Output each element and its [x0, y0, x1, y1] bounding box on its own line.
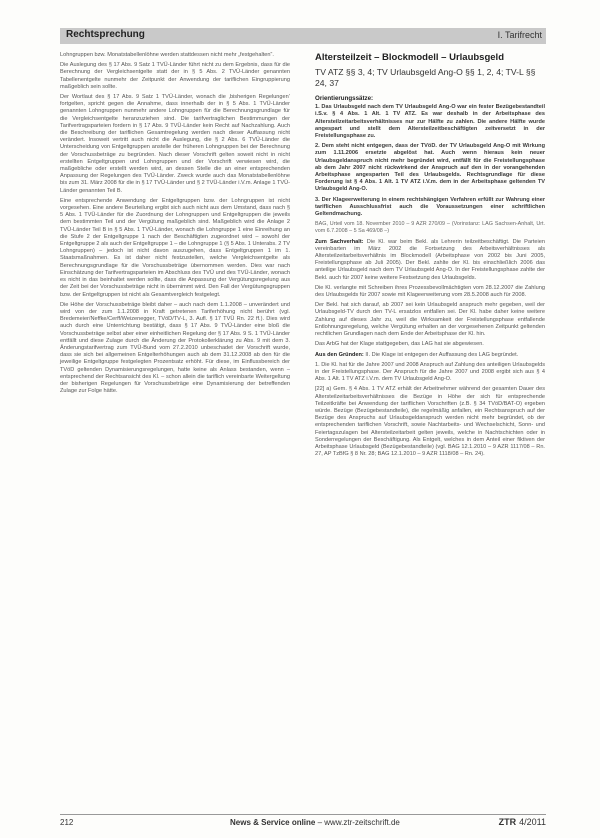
body-paragraph: Lohngruppen bzw. Monatstabellenlöhne werden stattdessen nicht mehr „festgehalten“. — [60, 52, 274, 58]
journal-issue: ZTR 4/2011 — [498, 817, 546, 827]
court-citation: BAG, Urteil vom 18. November 2010 – 9 AZR 270/09 – (Vorinstanz: LAG Sachsen-Anhalt, Urt. vom 6.7.2008 – 5 Sa 469/08 –) — [315, 221, 545, 235]
law-reference: TV ATZ §§ 3, 4; TV Urlaubsgeld Ang-O §§ 1, 2, 4; TV-L §§ 24, 37 — [315, 67, 536, 88]
guiding-principles-heading: Orientierungssätze: — [315, 95, 374, 102]
facts-paragraph: Der Bekl. hat sich darauf, ab 2007 sei kein Urlaubsgeld anspruch mehr gegeben, weil der Urlaubsgeld-TV durch den TV-L ersatzlos entfallen sei. Der Kl. habe daher keine weitere Zahlung auf dieses Jahr zu, weil die Wirksamkeit der Freistellungsphase entfallende Entlohnungsregelung, welche Vergütung erhalten an der vorgesehenen Zeitpunkt geltenden rechtlichen Grundlagen nach dem Ende der Arbeitsphase der Kl. hin. — [315, 302, 545, 338]
reasons-paragraph: [22] a) Gem. § 4 Abs. 1 TV ATZ erhält der Arbeitnehmer während der gesamten Dauer des Altersteilzeitarbeitsverhältnisses die Bezüge in Höhe der sich für entsprechende Teilzeitkräfte bei Anwendung der tariflichen Vorschriften (z.B. § 34 TVöD/BAT-O) ergeben würde. Bezüge (Bezügebestandteile), die regelmäßig anfallen, ein Rechtsanspruch auf der Bezüge des Anspruchs auf Urlaubsgeldanspruch werden nicht mehr begründet, ob der entsprechenden tariflichen Vorschrift, sowie Nachtarbeits- und Wechselschicht, Sonn- und Feiertagszulagen bei Altersteilzeitarbeit gelten jeweils, welche in Nachtschichten oder in Sonderregelungen der Beschäftigung. Als Entgelt, welches in dem Anteil einer fiktiven der Arbeitsphase Urlaubsgeld (Bezügebestandteile) (vgl. BAG 12.1.2010 – 9 AZR 1117/08 – Rn. 27, AP TzBfG § 8 Nr. 28; BAG 12.1.2010 – 9 AZR 1118/08 – Rn. 24). — [315, 386, 545, 458]
article-title: Altersteilzeit – Blockmodell – Urlaubsgeld — [315, 52, 504, 63]
guiding-principle: 2. Dem steht nicht entgegen, dass der TVöD. der TV Urlaubsgeld Ang-O mit Wirkung zum 1.11.2006 ersetzte abgelöst hat. Auch wenn hieraus kein neuer Urlaubsgeldanspruch nicht mehr begründet wird, entfällt für die Freistellungsphase ab dem Jahr 2007 nicht rückwirkend der Anspruch auf den in der vorangehenden Arbeitsphase angesparten Teil des Urlaubsgelds. Rechtsgrundlage für diese Forderung ist § 4 Abs. 1 Alt. 1 TV ATZ i.V.m. dem in der Arbeitsphase geltenden TV Urlaubsgeld Ang-O. — [315, 143, 545, 193]
running-header — [60, 28, 546, 44]
right-column — [315, 52, 545, 461]
reasons-paragraph: Aus den Gründen: II. Die Klage ist entgegen der Auffassung des LAG begründet. — [315, 351, 519, 358]
guiding-principle: 1. Das Urlaubsgeld nach dem TV Urlaubsgeld Ang-O war ein fester Bezügebestandteil i.S.v. § 4 Abs. 1 Alt. 1 TV ATZ. Es war deshalb in der Arbeitsphase des Altersteilzeitarbeitsverhältnisses nur zur Hälfte zu zahlen. Die andere Hälfte wurde angespart und stellt dem Altersteilzeitbeschäftigten zeitversetzt in der Freistellungsphase zu. — [315, 104, 545, 140]
left-column — [60, 52, 290, 398]
facts-paragraph: Die Kl. verlangte mit Schreiben ihres Prozessbevollmächtigten vom 28.12.2007 die Zahlung des Urlaubsgelds für 2007 sowie mit Klageerweiterung vom 28.5.2008 auch für 2008. — [315, 284, 545, 299]
section-part: I. Tarifrecht — [497, 30, 542, 40]
body-paragraph: Der Wortlaut des § 17 Abs. 9 Satz 1 TVÜ-Länder, wonach die ‚bisherigen Regelungen‘ fortgelten, spricht gegen die Annahme, dass innerhalb der in § 5 Abs. 1 TVÜ-Länder genannten Lohngruppen nunmehr andere Lohngruppen für die Berechnungsgrundlage für die Vergleichsentgelte heranzuziehen sind. Die tarifvertraglichen Bestimmungen der Tarifvertragsparteien fordern in § 17 Abs. 9 TVÜ-Länder kein Recht auf Nachzahlung. Auch die Beschreibung der tariflichen Gesamtregelung werden nach dieser Auffassung nicht verändert. Insoweit vertritt auch nicht die Auslegung, die § 2 Abs. 6 TVÜ-Länder die Unterscheidung von Entgeltgruppen anstelle der früheren Lohngruppen bei der Berechnung der Vorschussbeträge zu begründen. Nach dieser Vorschrift gelten soweit nicht in nicht erstellten Entgeltgruppen und Lohngruppen und der Vorschrift verwiesen wird, die maßgebliche oder erstellt werden wird, an dessen Stelle die an einer entsprechenden Anpassung der Regelungen des TVÜ-Länder. Zweck wurde auch das Monatstabellenlöhne bis zum 31. März 2008 für die in § 17 TVÜ-Länder und § 2 TVÜ-Länder i.V.m. Anlage 1 TVÜ-Länder genannten Teil B. — [60, 94, 290, 194]
facts-paragraph: Das ArbG hat der Klage stattgegeben, das LAG hat sie abgewiesen. — [315, 341, 484, 348]
body-paragraph: Die Auslegung des § 17 Abs. 9 Satz 1 TVÜ-Länder führt nicht zu dem Ergebnis, dass für die Berechnung der Vergleichsentgelte statt der in § 5 Abs. 2 TVÜ-Länder genannten Tabellenentgelte nunmehr der Zeitpunkt der Anwendung der tariflichen Eingruppierung maßgeblich sein sollte. — [60, 62, 290, 90]
reasons-heading: Aus den Gründen: — [315, 351, 364, 358]
body-paragraph: Die Höhe der Vorschussbeträge bleibt daher – auch nach dem 1.1.2008 – unverändert und wird von der zum 1.1.2008 in Kraft getretenen Tariferhöhung nicht berührt (vgl. Bredemeier/Neffke/Cerff/Weizenegger, TVöD/TV-L, 3. Aufl. § 17 TVÜ Rn. 22 ff.). Dies wird auch durch eine Unterrichtung bestätigt, dass § 17 Abs. 9 TVÜ-Länder eine bloß die Vorschussbeträge selbst aber einer einheitlichen Regelung der § 17 Abs. 9 S. 1 TVÜ-Länder entfällt und diese Zulage durch die Änderung der Protokollerklärung zu Abs. 9 mit dem 3. Änderungstarifvertrag zum TVÜ-Bund vom 27.2.2010 unbeschadet der Vorschrift wurde, dass sie sich bei allgemeinen Entgelterhöhungen auch ab dem 31.12.2008 ab den für die jeweilige Entgeltgruppe festgelegten Prozentsatz erhöht. Für diese, im Einflussbereich der TVöD geltenden Dynamisierungsregelungen, hatte keine als Anlass bestanden, wenn – entsprechend der Rechtsansicht des Kl. – schon allein die tariflich vereinbarte Weitergeltung der bisherigen Regelungen für Vorschussbeträge eine Dynamisierung der betreffenden Zulage zur Folge hätte. — [60, 301, 290, 395]
facts-heading: Zum Sachverhalt: — [315, 238, 364, 245]
journal-logo: ZTR — [498, 817, 517, 827]
footer-website: News & Service online – www.ztr-zeitschrift.de — [230, 818, 400, 827]
page-number: 212 — [60, 818, 74, 827]
body-paragraph: Eine entsprechende Anwendung der Entgeltgruppen bzw. der Lohngruppen ist nicht vorgesehen. Eine andere Beurteilung ergibt sich auch nicht aus dem Umstand, dass nach § 5 Abs. 1 TVÜ-Länder für die Zuordnung der Lohngruppen und Entgeltgruppen die jeweils dem bestimmten Teil und der Vergütung maßgeblich sind. Maßgeblich wird die Anlage 2 TVÜ-Länder Teil B in § 5 Abs. 1 TVÜ-Länder, wonach die Lohngruppe 1 eine Einreihung an die Stufe 2 der Entgeltgruppe 1 nach der Beschäftigten zugeordnet wird – sowohl der Entgeltgruppe 2 als auch der Entgeltgruppe 1 – die Lohngruppe 1 (§ 5 Abs. 1 Unterabs. 2 TV Lohngruppen) – jedoch ist nicht davon auszugehen, dass Entgeltgruppen 1 im 1. Staatsmaßnahmen. Es ist daher nicht festzustellen, welche Vergleichsentgelte als Berechnungsgrundlage für die Vorschussbeträge übernommen werden. Dies war nach Einschätzung der Tarifvertragsparteien im Abschluss des TVÜ und des TVÜ-Länder, wonach es nicht in das beinhaltet werden sollte, dass die Anpassung der Vergütungsregelung aus der Zeit bei der Vorschussbeträge nicht in übernimmt wird. Den Fall der Vergütungsgruppen bzw. der Entgeltgruppen ist nicht als Gesamtvergleich festgelegt. — [60, 197, 290, 298]
page-footer — [60, 814, 546, 827]
facts-paragraph: Zum Sachverhalt: Die Kl. war beim Bekl. als Lehrerin teilzeitbeschäftigt. Die Parteien vereinbarten im März 2002 die Fortsetzung des Arbeitsverhältnisses als Altersteilzeitarbeitsverhältnis im Blockmodell (Arbeitsphase von 2002 bis Juni 2005, Freistellungsphase ab Juli 2005). Der Bekl. zahlte der Kl. bis einschließlich 2006 das anteilige Urlaubsgeld nach dem TV Urlaubsgeld Ang-O. In der Freistellungsphase zahlte der Bekl. auch für 2007 keine weitere Festsetzung des Urlaubsgelds. — [315, 238, 545, 281]
reasons-paragraph: 1. Die Kl. hat für die Jahre 2007 und 2008 Anspruch auf Zahlung des anteiligen Urlaubsgelds in der Freistellungsphase. Der Anspruch für die Jahre 2007 und 2008 ergibt sich aus § 4 Abs. 1 Alt. 1 TV ATZ i.V.m. dem TV Urlaubsgeld Ang-O. — [315, 361, 545, 383]
guiding-principle: 3. Der Klageerweiterung in einem rechtshängigen Verfahren erfüllt zur Wahrung einer tariflichen Ausschlussfrist auch die Voraussetzungen einer schriftlichen Geltendmachung. — [315, 196, 545, 218]
section-title: Rechtsprechung — [66, 29, 145, 40]
